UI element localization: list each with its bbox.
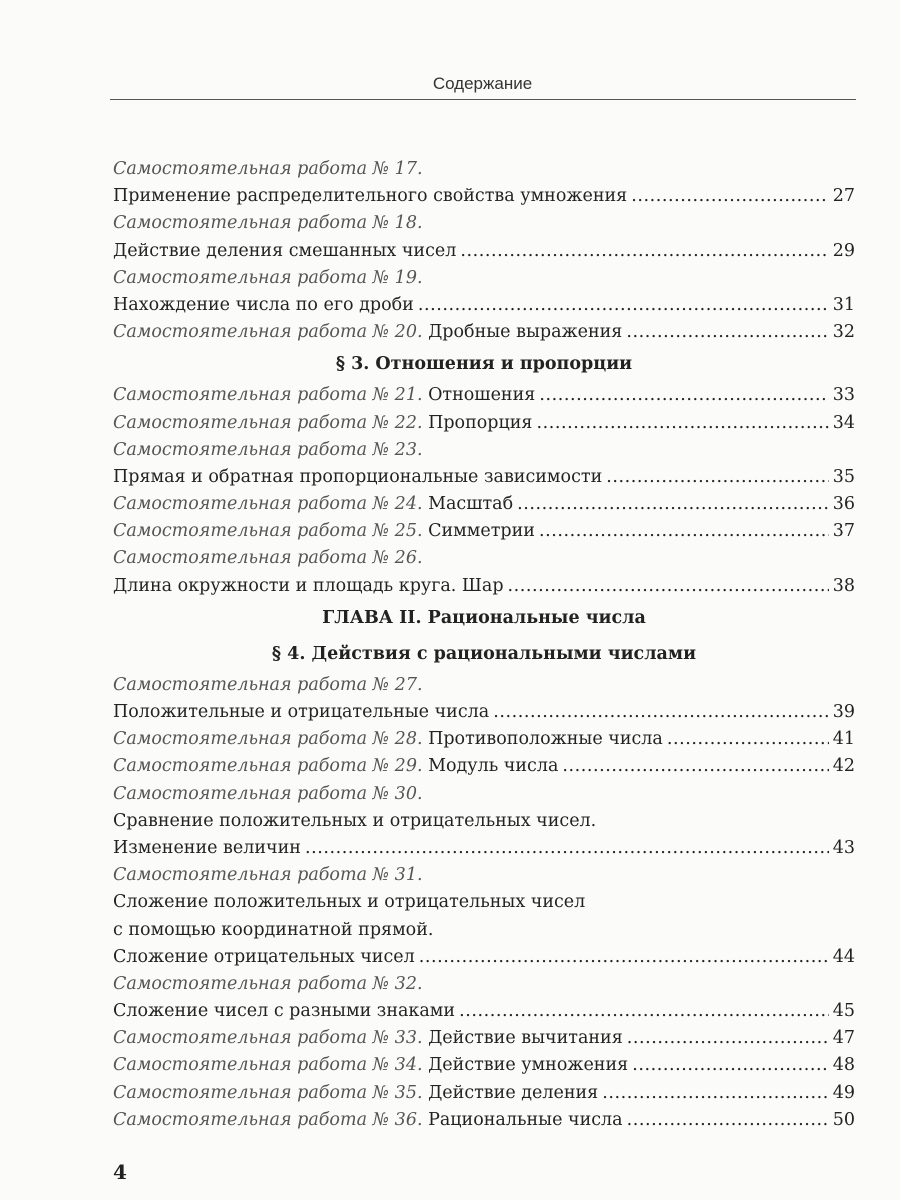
leader-dots — [305, 835, 829, 862]
entry-page-number: 38 — [832, 575, 855, 596]
toc-entry — [113, 998, 855, 1025]
work-number: Самостоятельная работа № 17. — [113, 159, 423, 179]
toc-entry — [113, 726, 855, 753]
leader-dots — [539, 382, 828, 409]
toc-entry — [113, 464, 855, 491]
entry-title: Масштаб — [422, 494, 514, 515]
entry-page-number: 45 — [832, 1001, 855, 1022]
entry-title: Прямая и обратная пропорциональные зависимости — [113, 466, 603, 487]
toc-entry — [113, 1107, 855, 1134]
leader-dots — [536, 410, 828, 437]
work-number: Самостоятельная работа № 28. — [113, 729, 423, 750]
toc-entry — [113, 518, 855, 545]
entry-page-number: 36 — [832, 494, 855, 515]
entry-page-number: 48 — [832, 1055, 855, 1076]
leader-dots — [667, 726, 829, 753]
entry-title: Отношения — [422, 385, 536, 406]
entry-page-number: 42 — [832, 756, 855, 777]
entry-page-number: 31 — [832, 294, 855, 315]
entry-title: Изменение величин — [113, 837, 301, 858]
entry-page-number: 35 — [832, 466, 855, 487]
entry-title: Действие деления смешанных чисел — [113, 240, 457, 261]
work-number: Самостоятельная работа № 26. — [113, 548, 423, 569]
toc-entry — [113, 781, 855, 808]
work-number: Самостоятельная работа № 21. — [113, 385, 423, 406]
work-number: Самостоятельная работа № 33. — [113, 1028, 423, 1049]
entry-title: Сравнение положительных и отрицательных чисел. — [113, 810, 597, 831]
work-number: Самостоятельная работа № 35. — [113, 1082, 423, 1103]
toc-entry — [113, 1025, 855, 1052]
toc-entry — [113, 971, 855, 998]
work-number: Самостоятельная работа № 27. — [113, 674, 423, 695]
toc-entry — [113, 944, 855, 971]
toc-entry — [113, 382, 855, 409]
leader-dots — [562, 753, 828, 780]
entry-page-number: 33 — [832, 385, 855, 406]
entry-page-number: 27 — [832, 186, 855, 207]
entry-title: Действие умножения — [422, 1055, 629, 1076]
work-number: Самостоятельная работа № 22. — [113, 412, 423, 433]
toc-entry — [113, 410, 855, 437]
toc-entry — [113, 1052, 855, 1079]
entry-page-number: 49 — [832, 1082, 855, 1103]
toc-entry — [113, 238, 855, 265]
entry-page-number: 39 — [832, 702, 855, 722]
entry-title: Сложение положительных и отрицательных чисел — [113, 892, 586, 913]
work-number: Самостоятельная работа № 32. — [113, 973, 423, 994]
entry-title: Применение распределительного свойства умножения — [113, 186, 628, 207]
entry-title: Положительные и отрицательные числа — [113, 702, 490, 722]
work-number: Самостоятельная работа № 20. — [113, 322, 423, 343]
toc-entry — [113, 835, 855, 862]
leader-dots — [418, 292, 829, 319]
toc-entry — [113, 1080, 855, 1107]
entry-page-number: 29 — [832, 240, 855, 261]
entry-title: Симметрии — [422, 521, 535, 542]
toc-entry — [113, 862, 855, 889]
entry-page-number: 32 — [832, 322, 855, 343]
entry-page-number: 47 — [832, 1028, 855, 1049]
entry-page-number: 43 — [832, 837, 855, 858]
toc-entry — [113, 672, 855, 699]
entry-title: Действие вычитания — [422, 1028, 623, 1049]
toc-entry — [113, 319, 855, 346]
work-number: Самостоятельная работа № 18. — [113, 213, 423, 234]
entry-title: Пропорция — [422, 412, 533, 433]
entry-title: Противоположные числа — [422, 729, 663, 750]
toc-entry — [113, 545, 855, 572]
entry-title: Дробные выражения — [422, 322, 623, 343]
toc-entry — [113, 699, 855, 726]
work-number: Самостоятельная работа № 25. — [113, 521, 423, 542]
entry-title: Сложение отрицательных чисел — [113, 946, 415, 967]
toc-entry — [113, 491, 855, 518]
entry-title: Нахождение числа по его дроби — [113, 294, 414, 315]
leader-dots — [627, 1025, 829, 1052]
toc-entry — [113, 753, 855, 780]
work-number: Самостоятельная работа № 34. — [113, 1055, 423, 1076]
work-number: Самостоятельная работа № 31. — [113, 865, 423, 886]
work-number: Самостоятельная работа № 36. — [113, 1109, 423, 1130]
toc-entry — [113, 265, 855, 292]
entry-page-number: 44 — [832, 946, 855, 967]
leader-dots — [632, 1052, 829, 1079]
work-number: Самостоятельная работа № 29. — [113, 756, 423, 777]
leader-dots — [460, 238, 828, 265]
leader-dots — [493, 699, 829, 726]
leader-dots — [517, 491, 829, 518]
page-number: 4 — [113, 1160, 127, 1184]
toc-entry — [113, 292, 855, 319]
running-header: Содержание — [432, 74, 533, 93]
entry-page-number: 50 — [832, 1109, 855, 1130]
work-number: Самостоятельная работа № 19. — [113, 267, 423, 288]
entry-page-number: 37 — [832, 521, 855, 542]
work-number: Самостоятельная работа № 30. — [113, 783, 423, 804]
work-number: Самостоятельная работа № 24. — [113, 494, 423, 515]
leader-dots — [631, 183, 829, 210]
toc-entry — [113, 437, 855, 464]
toc-entry — [113, 889, 855, 916]
section-heading: § 4. Действия с рациональными числами — [271, 643, 697, 664]
leader-dots — [602, 1080, 829, 1107]
toc-entry — [113, 210, 855, 237]
toc-entry — [113, 156, 855, 183]
section-heading: ГЛАВА II. Рациональные числа — [322, 607, 646, 628]
leader-dots — [508, 573, 829, 600]
entry-title: Рациональные числа — [422, 1109, 623, 1130]
entry-title: Сложение чисел с разными знаками — [113, 1001, 456, 1022]
table-of-contents — [113, 156, 855, 1134]
leader-dots — [627, 1107, 829, 1134]
header-rule — [110, 99, 856, 100]
toc-entry — [113, 917, 855, 944]
entry-page-number: 41 — [832, 729, 855, 750]
work-number: Самостоятельная работа № 23. — [113, 439, 423, 460]
entry-title: Длина окружности и площадь круга. Шар — [113, 575, 504, 596]
entry-title: с помощью координатной прямой. — [113, 919, 434, 940]
toc-entry — [113, 808, 855, 835]
entry-title: Модуль числа — [422, 756, 559, 777]
entry-title: Действие деления — [422, 1082, 599, 1103]
leader-dots — [459, 998, 829, 1025]
leader-dots — [419, 944, 829, 971]
leader-dots — [539, 518, 829, 545]
leader-dots — [606, 464, 828, 491]
entry-page-number: 34 — [832, 412, 855, 433]
toc-entry — [113, 183, 855, 210]
toc-entry — [113, 573, 855, 600]
section-heading: § 3. Отношения и пропорции — [335, 354, 633, 375]
leader-dots — [626, 319, 828, 346]
